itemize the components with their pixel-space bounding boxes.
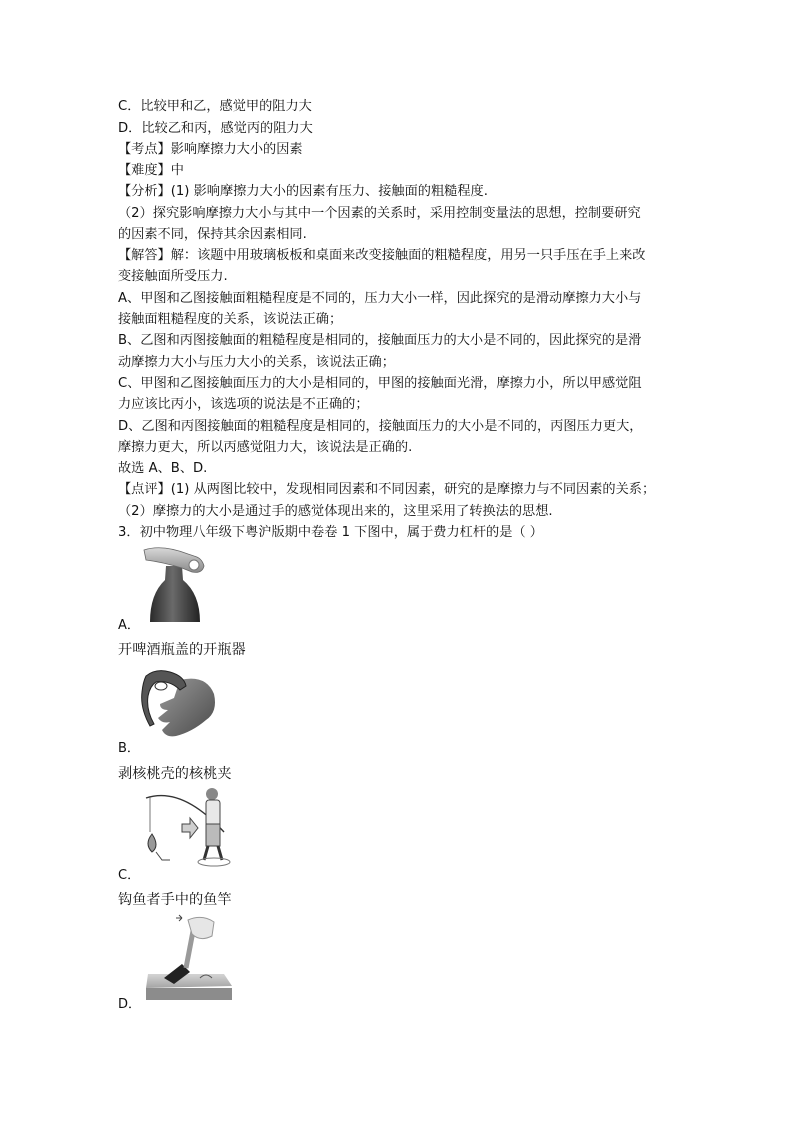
answer-c: C、甲图和乙图接触面压力的大小是相同的，甲图的接触面光滑，摩擦力小，所以甲感觉阻 xyxy=(118,376,642,391)
answer-c-cont: 力应该比丙小，该选项的说法是不正确的； xyxy=(118,397,369,412)
answer-a-cont: 接触面粗糙程度的关系，该说法正确； xyxy=(118,312,343,327)
comment-1: 【点评】(1) 从两图比较中，发现相同因素和不同因素，研究的是摩擦力与不同因素的关系； xyxy=(118,482,656,497)
bottle-opener-image xyxy=(142,542,212,622)
option-c-caption: 钩鱼者手中的鱼竿 xyxy=(118,892,232,908)
comment-2: （2）摩擦力的大小是通过手的感觉体现出来的，这里采用了转换法的思想. xyxy=(118,504,553,519)
answer-b-cont: 动摩擦力大小与压力大小的关系，该说法正确； xyxy=(118,355,395,370)
option-d-label: D． xyxy=(118,997,142,1012)
option-b-label: B． xyxy=(118,741,140,756)
option-a-caption: 开啤酒瓶盖的开瓶器 xyxy=(118,642,246,658)
option-a-label: A． xyxy=(118,618,140,633)
analysis-2-cont: 的因素不同，保持其余因素相同. xyxy=(118,227,307,242)
difficulty: 【难度】中 xyxy=(118,163,184,178)
final-choice: 故选 A、B、D. xyxy=(118,461,208,476)
knowledge-point: 【考点】影响摩擦力大小的因素 xyxy=(118,142,303,157)
analysis-2: （2）探究影响摩擦力大小与其中一个因素的关系时，采用控制变量法的思想，控制要研究 xyxy=(118,206,641,221)
lever-press-image xyxy=(142,912,234,1002)
answer-d: D、乙图和丙图接触面的粗糙程度是相同的，接触面压力的大小是不同的，丙图压力更大， xyxy=(118,419,643,434)
answer-a: A、甲图和乙图接触面粗糙程度是不同的，压力大小一样，因此探究的是滑动摩擦力大小与 xyxy=(118,291,642,306)
option-c-statement: C．比较甲和乙，感觉甲的阻力大 xyxy=(118,99,312,114)
option-d-statement: D．比较乙和丙，感觉丙的阻力大 xyxy=(118,121,313,136)
answer-d-cont: 摩擦力更大，所以丙感觉阻力大，该说法是正确的. xyxy=(118,440,413,455)
answer-b: B、乙图和丙图接触面的粗糙程度是相同的，接触面压力的大小是不同的，因此探究的是滑 xyxy=(118,333,642,348)
fishing-rod-image xyxy=(142,788,240,868)
analysis-1: 【分析】(1) 影响摩擦力大小的因素有压力、接触面的粗糙程度. xyxy=(118,184,488,199)
answer-intro-cont: 变接触面所受压力. xyxy=(118,269,228,284)
option-b-caption: 剥核桃壳的核桃夹 xyxy=(118,766,232,782)
answer-intro: 【解答】解：该题中用玻璃板板和桌面来改变接触面的粗糙程度，用另一只手压在手上来改 xyxy=(118,248,646,263)
option-c-label: C． xyxy=(118,868,141,883)
question-3: 3．初中物理八年级下粤沪版期中卷卷 1 下图中，属于费力杠杆的是（ ） xyxy=(118,525,543,540)
nutcracker-image xyxy=(140,666,220,740)
